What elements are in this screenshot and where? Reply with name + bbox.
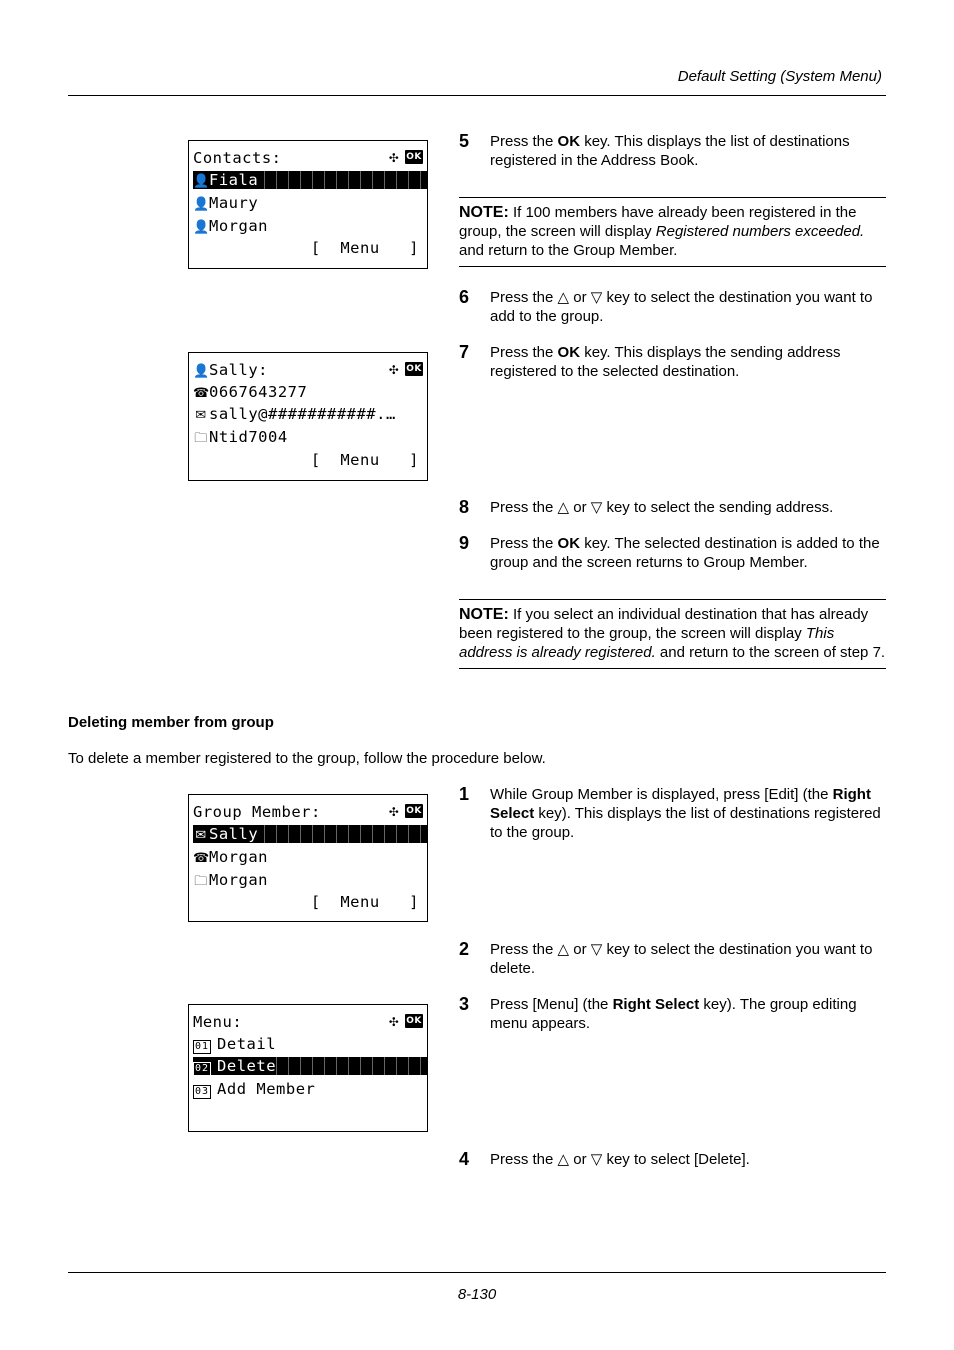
person-icon: 👤 [193,364,210,379]
menu-softkey-label: [ Menu ] [310,893,419,911]
list-item: ☎0667643277 [193,383,308,401]
menu-item-add-member: 03 Add Member [195,1080,316,1098]
fax-icon: ☎ [193,386,210,401]
running-header: Default Setting (System Menu) [677,68,882,85]
number-02-icon: 02 [195,1063,210,1074]
step-text: While Group Member is displayed, press [Edit] (the Right Select key). This displays the list of destinations registered to the group. [490,786,881,841]
step-number: 8 [459,497,470,517]
number-03-icon: 03 [195,1086,210,1097]
lcd-destination-screen [188,352,428,481]
step-number: 9 [459,533,470,553]
list-item: 👤Maury [193,194,259,212]
lcd-group-member-screen [188,794,428,922]
lcd-menu-screen [188,1004,428,1132]
note-box: NOTE: If you select an individual destination that has already been registered to the group, the screen will display This address is already registered. and return to the screen of step 7. [459,599,886,669]
arrow-keys-icon: ✣ [389,802,399,820]
step-text: Press [Menu] (the Right Select key). The group editing menu appears. [490,996,857,1032]
step-number: 2 [459,939,470,959]
step-text: Press the △ or ▽ key to select the destination you want to delete. [490,941,873,977]
list-item: ✉ Sally [193,825,427,843]
list-item: 👤Morgan [193,217,268,235]
lcd-title: 👤Sally: [193,361,268,379]
step-text: Press the △ or ▽ key to select [Delete]. [490,1151,750,1168]
step-text: Press the OK key. The selected destination is added to the group and the screen returns to Group Member. [490,535,880,571]
step-number: 5 [459,131,470,151]
list-item: 👤Fiala [193,171,427,189]
number-01-icon: 01 [195,1041,210,1052]
header-rule [68,95,886,96]
lcd-title: Contacts: [193,149,282,167]
email-icon: ✉ [195,408,207,423]
footer-rule [68,1272,886,1273]
step-number: 4 [459,1149,470,1169]
arrow-keys-icon: ✣ [389,148,399,166]
step-number: 3 [459,994,470,1014]
note-box: NOTE: If 100 members have already been registered in the group, the screen will display Registered numbers exceeded. and return to the Group Member. [459,197,886,267]
step-number: 7 [459,342,470,362]
page-number: 8-130 [457,1286,497,1303]
step-text: Press the △ or ▽ key to select the sending address. [490,499,834,516]
list-item: 🗀Morgan [194,871,268,889]
lcd-contacts-screen [188,140,428,269]
step-number: 6 [459,287,470,307]
menu-item-detail: 01 Detail [195,1035,277,1053]
list-item: ✉ sally@###########.… [193,405,427,423]
intro-text: To delete a member registered to the group, follow the procedure below. [68,750,546,767]
menu-softkey-label: [ Menu ] [310,239,419,257]
menu-softkey-label: [ Menu ] [310,451,419,469]
list-item: ☎Morgan [193,848,268,866]
person-icon: 👤 [193,220,210,235]
person-icon: 👤 [193,197,210,212]
ok-key-icon: OK [406,364,422,374]
email-icon: ✉ [195,828,207,843]
arrow-keys-icon: ✣ [389,360,399,378]
ok-key-icon: OK [406,152,422,162]
folder-icon: 🗀 [194,431,208,446]
step-text: Press the OK key. This displays the list of destinations registered in the Address Book. [490,133,850,169]
step-number: 1 [459,784,470,804]
section-heading: Deleting member from group [68,714,274,731]
lcd-title: Group Member: [193,803,321,821]
person-icon: 👤 [193,174,210,189]
list-item: 🗀Ntid7004 [194,428,288,446]
ok-key-icon: OK [406,806,422,816]
folder-icon: 🗀 [194,874,208,889]
menu-item-delete: 02 Delete [193,1057,427,1075]
fax-icon: ☎ [193,851,210,866]
arrow-keys-icon: ✣ [389,1012,399,1030]
lcd-title: Menu: [193,1013,243,1031]
step-text: Press the OK key. This displays the sending address registered to the selected destination. [490,344,841,380]
ok-key-icon: OK [406,1016,422,1026]
step-text: Press the △ or ▽ key to select the destination you want to add to the group. [490,289,873,325]
